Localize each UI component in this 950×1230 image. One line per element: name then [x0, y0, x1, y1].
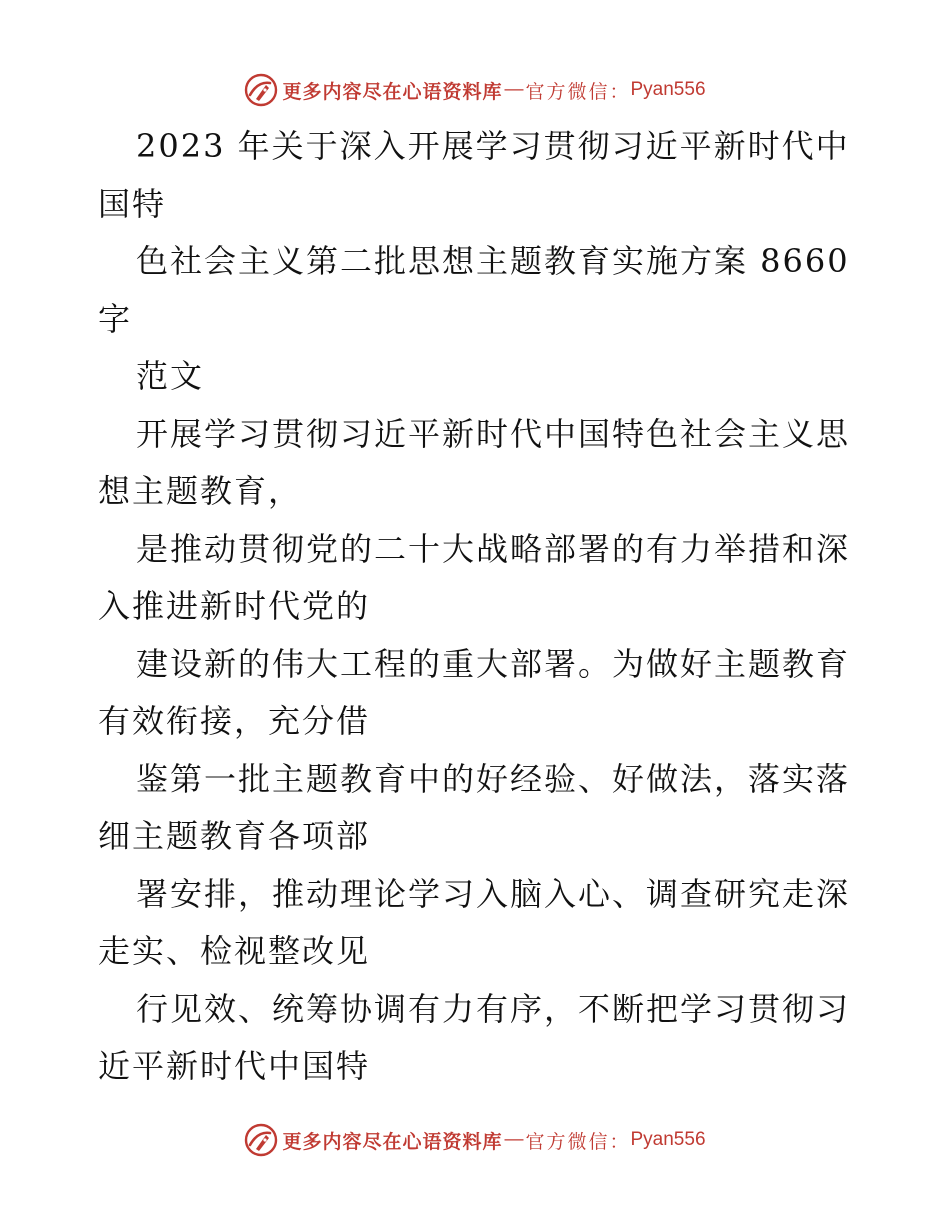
doc-line: 走实、检视整改见: [98, 932, 371, 970]
doc-line: 行见效、统筹协调有力有序，不断把学习贯彻习: [136, 989, 851, 1028]
doc-line: 近平新时代中国特: [98, 1047, 371, 1085]
doc-line: 色社会主义第二批思想主题教育实施方案 8660: [136, 242, 850, 280]
doc-line: 细主题教育各项部: [98, 817, 371, 855]
doc-line: 是推动贯彻党的二十大战略部署的有力举措和深: [136, 529, 851, 568]
document-body: [98, 118, 858, 1096]
banner-dash: —: [504, 1129, 524, 1150]
doc-line: 开展学习贯彻习近平新时代中国特色社会主义思: [136, 414, 851, 453]
header-watermark-banner: [0, 70, 950, 110]
banner-site-text: 更多内容尽在心语资料库: [282, 80, 503, 103]
doc-line: 入推进新时代党的: [98, 587, 371, 625]
banner-label: 官方微信：: [525, 1130, 631, 1153]
doc-line: 国特: [98, 184, 167, 223]
banner-wechat-id: Pyan556: [630, 79, 706, 100]
doc-line: 署安排，推动理论学习入脑入心、调查研究走深: [136, 874, 851, 913]
doc-line: 建设新的伟大工程的重大部署。为做好主题教育: [136, 644, 851, 683]
doc-line: 2023 年关于深入开展学习贯彻习近平新时代中: [136, 127, 850, 165]
banner-wechat-id: Pyan556: [630, 1129, 706, 1150]
doc-line: 字: [98, 299, 133, 338]
pen-nib-icon: [244, 73, 278, 107]
footer-watermark-banner: [0, 1120, 950, 1160]
banner-site-text: 更多内容尽在心语资料库: [282, 1130, 503, 1153]
doc-line: 有效衔接，充分借: [98, 702, 371, 740]
doc-line: 鉴第一批主题教育中的好经验、好做法，落实落: [136, 759, 851, 798]
banner-label: 官方微信：: [525, 80, 631, 103]
doc-line: 范文: [136, 357, 205, 395]
doc-line: 想主题教育，: [98, 472, 303, 510]
pen-nib-icon: [244, 1123, 278, 1157]
banner-dash: —: [504, 79, 524, 100]
